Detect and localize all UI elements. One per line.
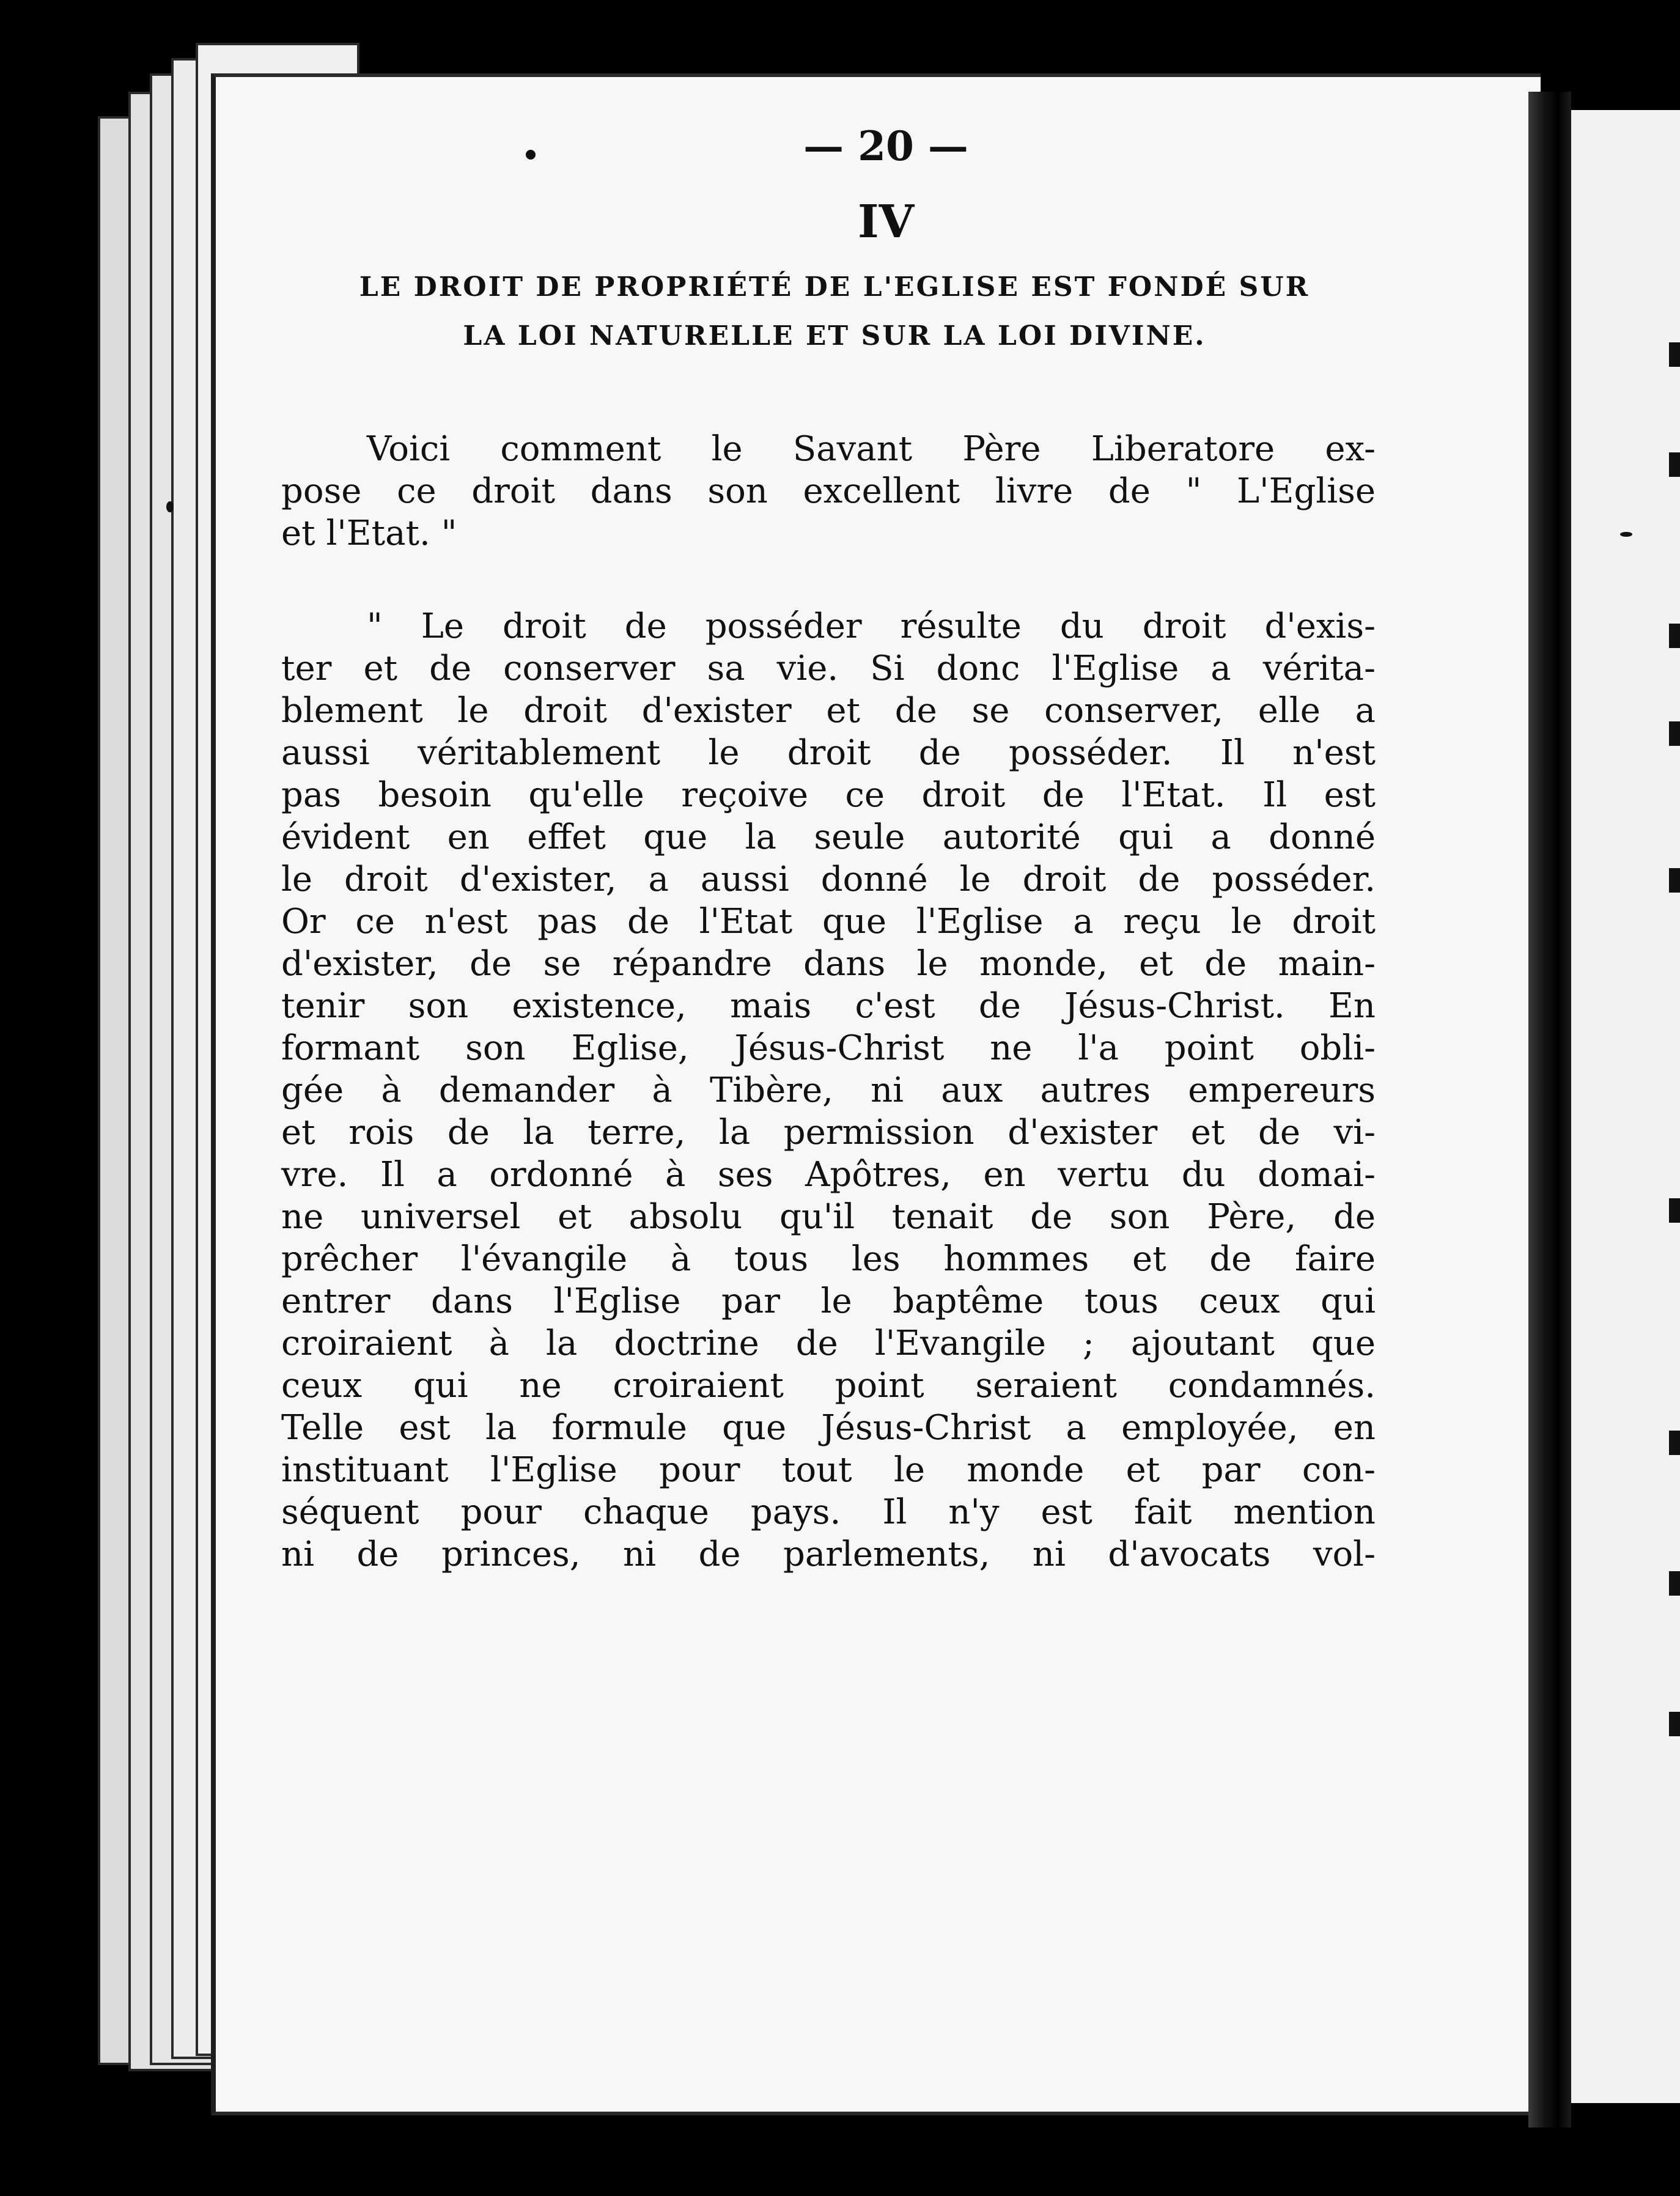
page-number: — 20 —: [803, 122, 968, 170]
text-line: et l'Etat. ": [281, 514, 457, 553]
text-line: formant son Eglise, Jésus-Christ ne l'a point obli-: [281, 1028, 1376, 1068]
text-line: instituant l'Eglise pour tout le monde et par con-: [281, 1450, 1376, 1490]
text-line: Or ce n'est pas de l'Etat que l'Eglise a reçu le droit: [281, 902, 1376, 941]
text-line: et rois de la terre, la permission d'exister et de vi-: [281, 1113, 1376, 1152]
section-heading: [287, 263, 1382, 361]
text-line: aussi véritablement le droit de posséder. Il n'est: [281, 733, 1376, 773]
heading-line: LA LOI NATURELLE ET SUR LA LOI DIVINE.: [463, 320, 1206, 352]
text-line: évident en effet que la seule autorité qui a donné: [281, 817, 1376, 857]
paragraph-quote: [281, 605, 1376, 1575]
text-line: gée à demander à Tibère, ni aux autres empereurs: [281, 1070, 1376, 1110]
text-line: d'exister, de se répandre dans le monde, et de main-: [281, 944, 1376, 984]
text-line: Voici comment le Savant Père Liberatore ex-: [367, 429, 1376, 469]
text-line: croiraient à la doctrine de l'Evangile ; ajoutant que: [281, 1324, 1376, 1363]
text-line: ter et de conserver sa vie. Si donc l'Eglise a vérita-: [281, 649, 1376, 688]
text-line: vre. Il a ordonné à ses Apôtres, en vertu du domai-: [281, 1155, 1376, 1195]
text-line: tenir son existence, mais c'est de Jésus-Christ. En: [281, 986, 1376, 1026]
text-line: entrer dans l'Eglise par le baptême tous ceux qui: [281, 1281, 1376, 1321]
text-line: ni de princes, ni de parlements, ni d'avocats vol-: [281, 1535, 1376, 1574]
text-line: prêcher l'évangile à tous les hommes et de faire: [281, 1239, 1376, 1279]
text-line: pose ce droit dans son excellent livre de " L'Eglise: [281, 471, 1376, 511]
text-line: Telle est la formule que Jésus-Christ a employée, en: [281, 1408, 1376, 1448]
text-line: séquent pour chaque pays. Il n'y est fait mention: [281, 1492, 1376, 1532]
text-line: ceux qui ne croiraient point seraient condamnés.: [281, 1366, 1376, 1406]
text-line: pas besoin qu'elle reçoive ce droit de l'Etat. Il est: [281, 775, 1376, 815]
text-line: ne universel et absolu qu'il tenait de son Père, de: [281, 1197, 1376, 1237]
section-numeral: IV: [857, 196, 915, 248]
text-line: blement le droit d'exister et de se conserver, elle a: [281, 691, 1376, 731]
heading-line: LE DROIT DE PROPRIÉTÉ DE L'EGLISE EST FONDÉ SUR: [359, 271, 1310, 303]
text-line: le droit d'exister, a aussi donné le droit de posséder.: [281, 860, 1376, 899]
paragraph-intro: [281, 428, 1376, 555]
text-line: " Le droit de posséder résulte du droit d'exis-: [367, 606, 1376, 646]
